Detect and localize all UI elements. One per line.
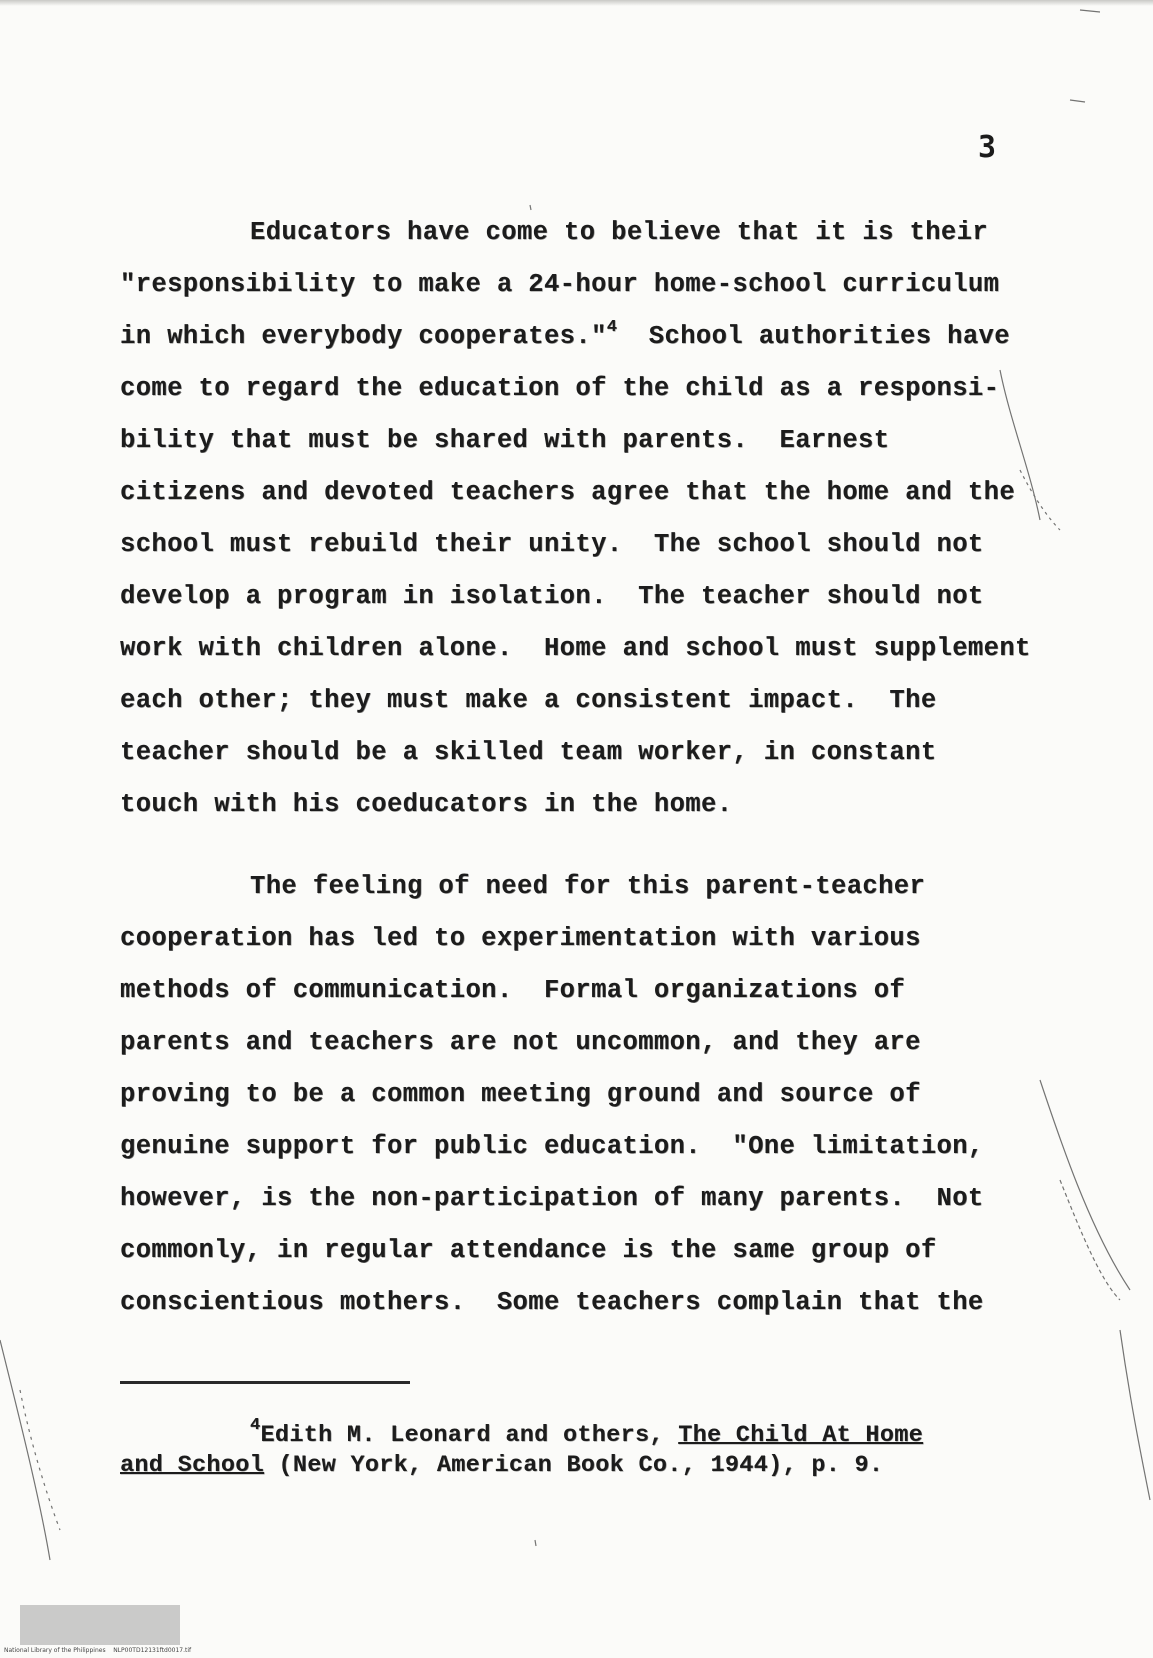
paragraph1-line-10: each other; they must make a consistent impact. The: [120, 686, 937, 715]
paragraph1-line-7: school must rebuild their unity. The school should not: [120, 530, 984, 559]
paragraph1-line-2: "responsibility to make a 24-hour home-school curriculum: [120, 270, 1000, 299]
paragraph2-line-1: The feeling of need for this parent-teacher: [250, 872, 926, 901]
footnote-line-1: [250, 1416, 924, 1449]
footnote-line-2: [120, 1452, 883, 1479]
paragraph2-line-2: cooperation has led to experimentation with various: [120, 924, 921, 953]
paragraph1-line-5: bility that must be shared with parents. Earnest: [120, 426, 890, 455]
paragraph1-line-9: work with children alone. Home and school must supplement: [120, 634, 1031, 663]
paragraph2-line-9: conscientious mothers. Some teachers complain that the: [120, 1288, 984, 1317]
paragraph1-line-6: citizens and devoted teachers agree that the home and the: [120, 478, 1016, 507]
paragraph1-line-4: come to regard the education of the child as a responsi-: [120, 374, 1000, 403]
paragraph2-line-3: methods of communication. Formal organizations of: [120, 976, 906, 1005]
footnote-reference: 4: [606, 318, 618, 337]
page-number: 3: [978, 130, 997, 165]
paragraph1-line-1: Educators have come to believe that it is their: [250, 218, 989, 247]
paragraph1-line-8: develop a program in isolation. The teacher should not: [120, 582, 984, 611]
scan-edge: [0, 0, 1153, 6]
paragraph2-line-8: commonly, in regular attendance is the same group of: [120, 1236, 937, 1265]
scan-credit: National Library of the Philippines NLP00TD12131ftd0017.tif: [4, 1647, 192, 1654]
paragraph1-line-11: teacher should be a skilled team worker, in constant: [120, 738, 937, 767]
footnote-title-part2: and School: [120, 1452, 265, 1479]
paragraph2-line-4: parents and teachers are not uncommon, and they are: [120, 1028, 921, 1057]
paragraph1-line-12: touch with his coeducators in the home.: [120, 790, 733, 819]
paragraph1-line-3-text: in which everybody cooperates.": [120, 322, 607, 351]
paragraph1-line-3-tail: School authorities have: [648, 322, 1010, 351]
footnote-marker: 4: [250, 1416, 261, 1435]
paragraph2-line-7: however, is the non-participation of many parents. Not: [120, 1184, 984, 1213]
paragraph2-line-5: proving to be a common meeting ground and source of: [120, 1080, 921, 1109]
footnote-publisher: (New York, American Book Co., 1944), p. 9.: [264, 1452, 884, 1479]
paragraph2-line-6: genuine support for public education. "One limitation,: [120, 1132, 984, 1161]
footnote-title-part1: The Child At Home: [678, 1422, 924, 1449]
footnote-author: Edith M. Leonard and others,: [260, 1422, 679, 1449]
footnote-divider: [120, 1381, 410, 1384]
paragraph1-line-3: [120, 318, 1010, 351]
